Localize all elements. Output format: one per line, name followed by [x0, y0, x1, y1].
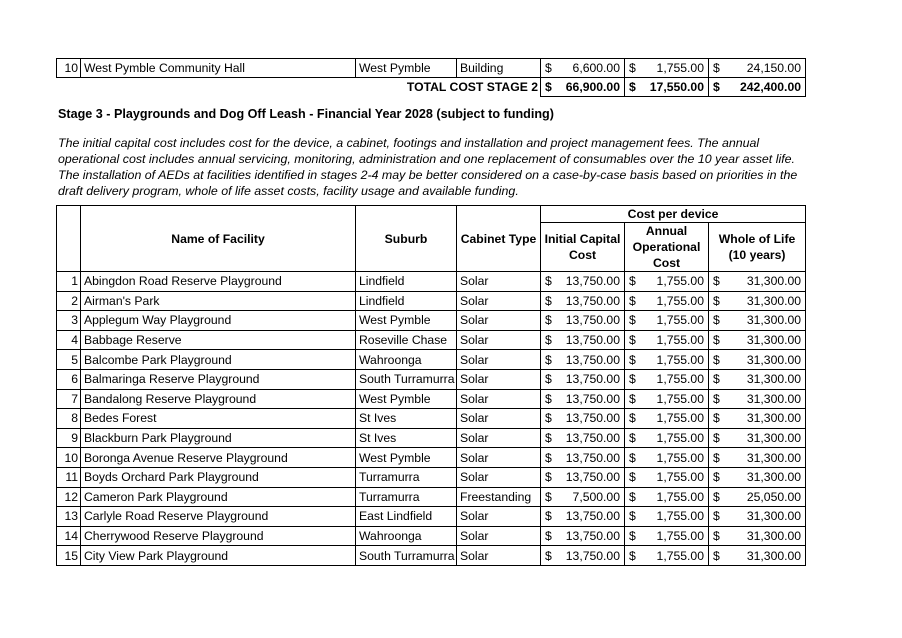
table-row — [57, 409, 806, 429]
table-row — [57, 311, 806, 331]
initial-cost: 13,750.00 — [557, 409, 625, 429]
annual-cost: 1,755.00 — [641, 350, 709, 370]
currency-symbol: $ — [709, 546, 725, 566]
total-annual-cost: 17,550.00 — [641, 78, 709, 97]
annual-cost: 1,755.00 — [641, 546, 709, 566]
table-row — [57, 330, 806, 350]
facility-name: Applegum Way Playground — [81, 311, 356, 331]
stage2-cost-table — [56, 58, 806, 97]
currency-symbol: $ — [709, 448, 725, 468]
initial-cost: 13,750.00 — [557, 311, 625, 331]
initial-cost: 6,600.00 — [557, 59, 625, 78]
annual-cost: 1,755.00 — [641, 428, 709, 448]
table-row — [57, 467, 806, 487]
currency-symbol: $ — [625, 507, 641, 527]
suburb: South Turramurra — [356, 369, 457, 389]
facility-name: Cherrywood Reserve Playground — [81, 526, 356, 546]
table-row — [57, 389, 806, 409]
whole-of-life-cost: 31,300.00 — [725, 350, 806, 370]
table-row — [57, 487, 806, 507]
total-initial-cost: 66,900.00 — [557, 78, 625, 97]
annual-cost: 1,755.00 — [641, 409, 709, 429]
facility-name: Airman's Park — [81, 291, 356, 311]
currency-symbol: $ — [625, 369, 641, 389]
suburb: West Pymble — [356, 448, 457, 468]
table-row — [57, 526, 806, 546]
facility-name: Balcombe Park Playground — [81, 350, 356, 370]
currency-symbol: $ — [625, 428, 641, 448]
facility-name: West Pymble Community Hall — [81, 59, 356, 78]
currency-symbol: $ — [541, 428, 557, 448]
currency-symbol: $ — [709, 428, 725, 448]
whole-of-life-cost: 31,300.00 — [725, 291, 806, 311]
annual-cost: 1,755.00 — [641, 487, 709, 507]
facility-name: Boyds Orchard Park Playground — [81, 467, 356, 487]
initial-cost: 13,750.00 — [557, 526, 625, 546]
currency-symbol: $ — [625, 487, 641, 507]
table-header-row-top — [57, 206, 806, 223]
cabinet-type: Solar — [457, 330, 541, 350]
cabinet-type: Solar — [457, 350, 541, 370]
annual-cost: 1,755.00 — [641, 467, 709, 487]
row-number: 2 — [57, 291, 81, 311]
currency-symbol: $ — [541, 78, 557, 97]
cabinet-type: Solar — [457, 428, 541, 448]
cabinet-type: Building — [457, 59, 541, 78]
row-number: 14 — [57, 526, 81, 546]
cabinet-type: Solar — [457, 546, 541, 566]
currency-symbol: $ — [709, 330, 725, 350]
suburb: Turramurra — [356, 467, 457, 487]
whole-of-life-cost: 31,300.00 — [725, 311, 806, 331]
initial-cost: 13,750.00 — [557, 448, 625, 468]
annual-cost: 1,755.00 — [641, 311, 709, 331]
total-whole-of-life-cost: 242,400.00 — [725, 78, 806, 97]
suburb: South Turramurra — [356, 546, 457, 566]
whole-of-life-cost: 31,300.00 — [725, 546, 806, 566]
table-row — [57, 59, 806, 78]
currency-symbol: $ — [541, 350, 557, 370]
row-number: 5 — [57, 350, 81, 370]
whole-of-life-cost: 31,300.00 — [725, 272, 806, 292]
suburb: West Pymble — [356, 389, 457, 409]
annual-cost: 1,755.00 — [641, 369, 709, 389]
header-facility-name: Name of Facility — [81, 206, 356, 272]
facility-name: City View Park Playground — [81, 546, 356, 566]
annual-cost: 1,755.00 — [641, 448, 709, 468]
cabinet-type: Solar — [457, 389, 541, 409]
facility-name: Boronga Avenue Reserve Playground — [81, 448, 356, 468]
whole-of-life-cost: 31,300.00 — [725, 409, 806, 429]
currency-symbol: $ — [709, 487, 725, 507]
currency-symbol: $ — [709, 467, 725, 487]
header-whole-of-life: Whole of Life (10 years) — [709, 223, 806, 272]
currency-symbol: $ — [625, 448, 641, 468]
currency-symbol: $ — [625, 311, 641, 331]
whole-of-life-cost: 31,300.00 — [725, 526, 806, 546]
currency-symbol: $ — [625, 272, 641, 292]
annual-cost: 1,755.00 — [641, 389, 709, 409]
stage3-intro-text: The initial capital cost includes cost for the device, a cabinet, footings and installation and project management fees. The annual operational cost includes annual servicing, monitoring, administration and one replacement of consumables over the 10 year asset life. The installation of AEDs at facilities identified in stages 2-4 may be better considered on a case-by-case basis based on priorities in the draft delivery program, whole of life asset costs, facility usage and available funding. — [58, 136, 798, 198]
initial-cost: 13,750.00 — [557, 428, 625, 448]
row-number: 8 — [57, 409, 81, 429]
row-number: 15 — [57, 546, 81, 566]
header-suburb: Suburb — [356, 206, 457, 272]
currency-symbol: $ — [625, 546, 641, 566]
cabinet-type: Solar — [457, 526, 541, 546]
stage3-cost-table — [56, 205, 806, 566]
currency-symbol: $ — [709, 59, 725, 78]
suburb: West Pymble — [356, 59, 457, 78]
header-cost-per-device: Cost per device — [541, 206, 806, 223]
whole-of-life-cost: 31,300.00 — [725, 467, 806, 487]
currency-symbol: $ — [625, 78, 641, 97]
table-row — [57, 272, 806, 292]
initial-cost: 13,750.00 — [557, 350, 625, 370]
suburb: Lindfield — [356, 272, 457, 292]
facility-name: Abingdon Road Reserve Playground — [81, 272, 356, 292]
facility-name: Cameron Park Playground — [81, 487, 356, 507]
row-number: 10 — [57, 59, 81, 78]
cabinet-type: Solar — [457, 369, 541, 389]
suburb: East Lindfield — [356, 507, 457, 527]
currency-symbol: $ — [625, 389, 641, 409]
currency-symbol: $ — [625, 350, 641, 370]
currency-symbol: $ — [709, 389, 725, 409]
header-number — [57, 206, 81, 272]
currency-symbol: $ — [541, 409, 557, 429]
currency-symbol: $ — [541, 59, 557, 78]
total-row — [57, 78, 806, 97]
currency-symbol: $ — [709, 507, 725, 527]
suburb: Lindfield — [356, 291, 457, 311]
cabinet-type: Solar — [457, 409, 541, 429]
facility-name: Carlyle Road Reserve Playground — [81, 507, 356, 527]
initial-cost: 13,750.00 — [557, 330, 625, 350]
currency-symbol: $ — [541, 467, 557, 487]
stage2-table-body — [57, 59, 806, 97]
currency-symbol: $ — [541, 507, 557, 527]
whole-of-life-cost: 24,150.00 — [725, 59, 806, 78]
stage3-heading: Stage 3 - Playgrounds and Dog Off Leash - Financial Year 2028 (subject to funding) — [58, 107, 554, 121]
cabinet-type: Freestanding — [457, 487, 541, 507]
row-number: 13 — [57, 507, 81, 527]
cabinet-type: Solar — [457, 291, 541, 311]
suburb: St Ives — [356, 428, 457, 448]
initial-cost: 13,750.00 — [557, 507, 625, 527]
total-label: TOTAL COST STAGE 2 — [406, 80, 538, 95]
currency-symbol: $ — [541, 526, 557, 546]
cabinet-type: Solar — [457, 272, 541, 292]
table-row — [57, 369, 806, 389]
currency-symbol: $ — [541, 311, 557, 331]
cabinet-type: Solar — [457, 448, 541, 468]
table-row — [57, 546, 806, 566]
whole-of-life-cost: 31,300.00 — [725, 507, 806, 527]
cabinet-type: Solar — [457, 311, 541, 331]
cabinet-type: Solar — [457, 467, 541, 487]
currency-symbol: $ — [541, 330, 557, 350]
initial-cost: 13,750.00 — [557, 291, 625, 311]
row-number: 3 — [57, 311, 81, 331]
whole-of-life-cost: 31,300.00 — [725, 448, 806, 468]
row-number: 9 — [57, 428, 81, 448]
initial-cost: 13,750.00 — [557, 546, 625, 566]
whole-of-life-cost: 31,300.00 — [725, 330, 806, 350]
stage3-table-body — [57, 272, 806, 566]
initial-cost: 7,500.00 — [557, 487, 625, 507]
currency-symbol: $ — [709, 350, 725, 370]
facility-name: Bedes Forest — [81, 409, 356, 429]
currency-symbol: $ — [709, 409, 725, 429]
currency-symbol: $ — [709, 78, 725, 97]
currency-symbol: $ — [541, 369, 557, 389]
whole-of-life-cost: 31,300.00 — [725, 369, 806, 389]
whole-of-life-cost: 25,050.00 — [725, 487, 806, 507]
row-number: 12 — [57, 487, 81, 507]
facility-name: Balmaringa Reserve Playground — [81, 369, 356, 389]
whole-of-life-cost: 31,300.00 — [725, 389, 806, 409]
header-annual-operational-cost: Annual Operational Cost — [625, 223, 709, 272]
row-number: 4 — [57, 330, 81, 350]
row-number: 1 — [57, 272, 81, 292]
currency-symbol: $ — [625, 59, 641, 78]
header-initial-capital-cost: Initial Capital Cost — [541, 223, 625, 272]
annual-cost: 1,755.00 — [641, 59, 709, 78]
facility-name: Bandalong Reserve Playground — [81, 389, 356, 409]
currency-symbol: $ — [625, 409, 641, 429]
table-row — [57, 428, 806, 448]
row-number: 6 — [57, 369, 81, 389]
currency-symbol: $ — [709, 291, 725, 311]
currency-symbol: $ — [541, 546, 557, 566]
suburb: Turramurra — [356, 487, 457, 507]
suburb: Roseville Chase — [356, 330, 457, 350]
suburb: West Pymble — [356, 311, 457, 331]
currency-symbol: $ — [625, 467, 641, 487]
annual-cost: 1,755.00 — [641, 507, 709, 527]
currency-symbol: $ — [541, 291, 557, 311]
currency-symbol: $ — [625, 291, 641, 311]
facility-name: Blackburn Park Playground — [81, 428, 356, 448]
table-row — [57, 291, 806, 311]
currency-symbol: $ — [709, 369, 725, 389]
header-cabinet-type: Cabinet Type — [457, 206, 541, 272]
currency-symbol: $ — [541, 272, 557, 292]
suburb: St Ives — [356, 409, 457, 429]
row-number: 10 — [57, 448, 81, 468]
currency-symbol: $ — [625, 526, 641, 546]
currency-symbol: $ — [541, 389, 557, 409]
initial-cost: 13,750.00 — [557, 272, 625, 292]
currency-symbol: $ — [709, 526, 725, 546]
initial-cost: 13,750.00 — [557, 467, 625, 487]
initial-cost: 13,750.00 — [557, 369, 625, 389]
table-row — [57, 507, 806, 527]
currency-symbol: $ — [709, 311, 725, 331]
cabinet-type: Solar — [457, 507, 541, 527]
annual-cost: 1,755.00 — [641, 291, 709, 311]
whole-of-life-cost: 31,300.00 — [725, 428, 806, 448]
annual-cost: 1,755.00 — [641, 330, 709, 350]
initial-cost: 13,750.00 — [557, 389, 625, 409]
annual-cost: 1,755.00 — [641, 272, 709, 292]
currency-symbol: $ — [541, 487, 557, 507]
table-row — [57, 350, 806, 370]
suburb: Wahroonga — [356, 526, 457, 546]
row-number: 7 — [57, 389, 81, 409]
currency-symbol: $ — [625, 330, 641, 350]
currency-symbol: $ — [709, 272, 725, 292]
row-number: 11 — [57, 467, 81, 487]
currency-symbol: $ — [541, 448, 557, 468]
facility-name: Babbage Reserve — [81, 330, 356, 350]
table-row — [57, 448, 806, 468]
annual-cost: 1,755.00 — [641, 526, 709, 546]
suburb: Wahroonga — [356, 350, 457, 370]
